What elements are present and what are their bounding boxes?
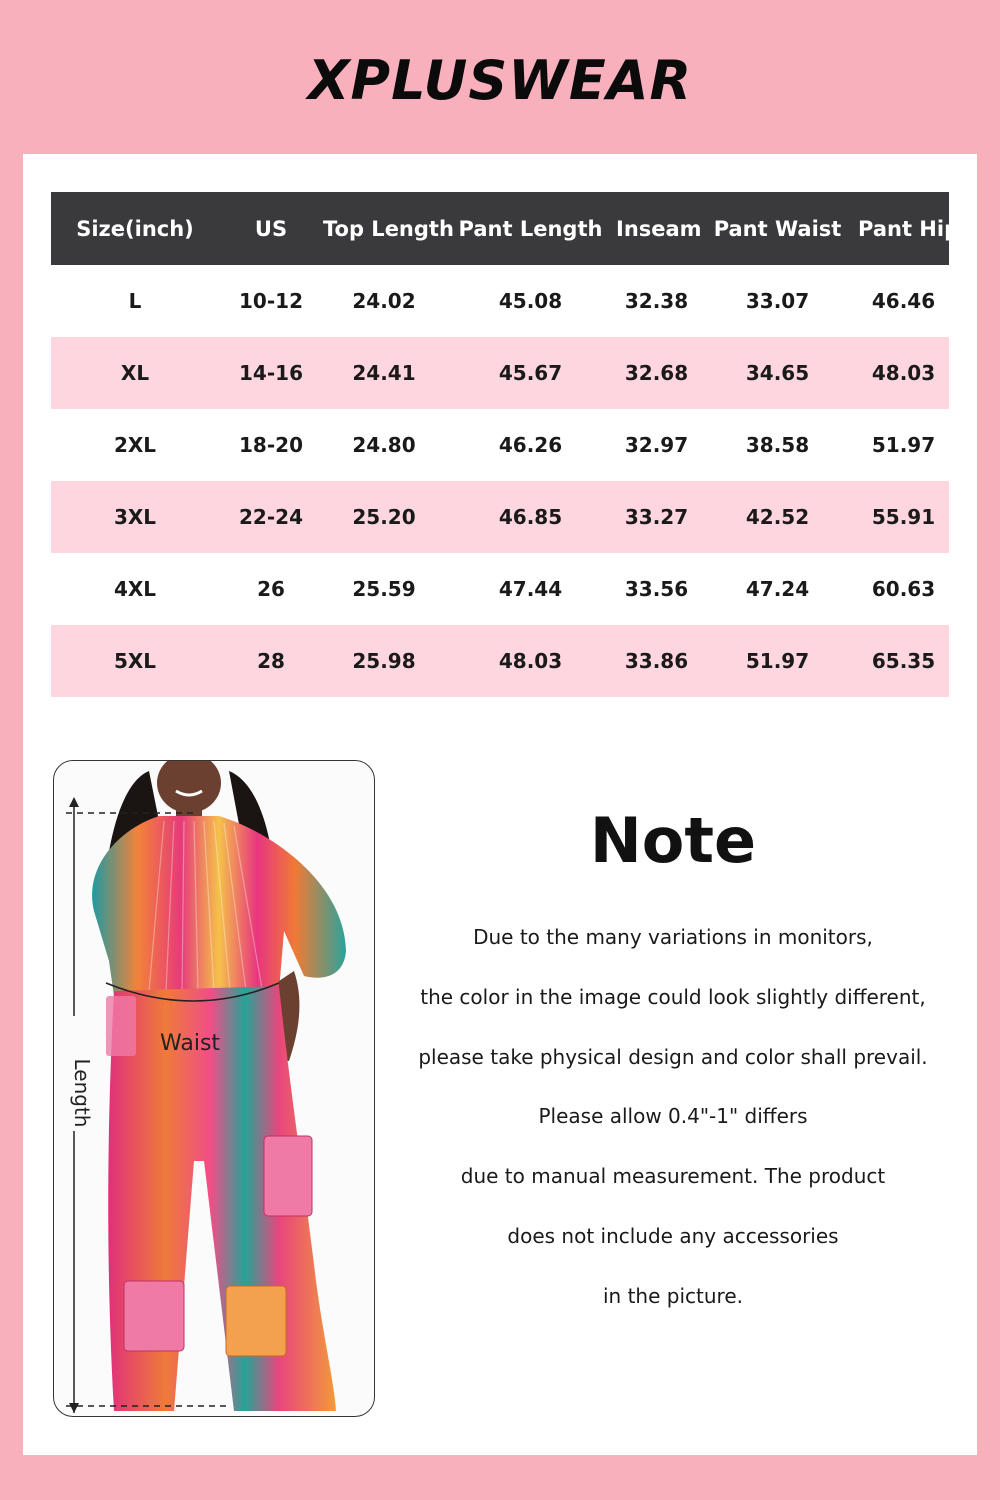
content-card — [23, 154, 977, 1455]
cell-us: 26 — [257, 577, 285, 601]
note-line: Please allow 0.4"-1" differs — [538, 1104, 808, 1129]
cell-pant-waist: 47.24 — [745, 577, 810, 601]
table-row — [51, 625, 949, 697]
cell-pant-length: 45.67 — [498, 361, 563, 385]
cell-pant-length: 45.08 — [498, 289, 563, 313]
table-row — [51, 409, 949, 481]
cell-size: 3XL — [113, 505, 157, 529]
cell-inseam: 32.38 — [624, 289, 689, 313]
header-top-length: Top Length — [323, 216, 454, 241]
cell-pant-length: 47.44 — [498, 577, 563, 601]
note-line: the color in the image could look slightly different, — [420, 984, 926, 1009]
cell-pant-waist: 34.65 — [745, 361, 810, 385]
outfit-illustration — [54, 761, 374, 1416]
header-pant-length: Pant Length — [458, 216, 603, 241]
table-row — [51, 265, 949, 337]
cell-pant-length: 46.85 — [498, 505, 563, 529]
cell-pant-length: 48.03 — [498, 649, 563, 673]
cell-top-length: 25.59 — [352, 577, 416, 601]
note-line: due to manual measurement. The product — [460, 1164, 886, 1189]
header-pant-waist: Pant Waist — [713, 216, 842, 241]
cell-inseam: 32.68 — [624, 361, 689, 385]
cell-pant-hip: 65.35 — [871, 649, 936, 673]
cell-pant-hip: 48.03 — [871, 361, 936, 385]
note-section — [393, 804, 953, 1327]
size-chart-table — [51, 192, 960, 697]
cell-inseam: 32.97 — [624, 433, 689, 457]
table-header-row — [51, 192, 960, 265]
note-title: Note — [589, 804, 757, 877]
cell-us: 22-24 — [239, 505, 303, 529]
cell-top-length: 24.80 — [352, 433, 416, 457]
cell-top-length: 24.41 — [352, 361, 416, 385]
note-line: please take physical design and color shall prevail. — [418, 1044, 928, 1069]
cell-pant-waist: 51.97 — [745, 649, 810, 673]
cell-top-length: 25.20 — [352, 505, 416, 529]
cell-us: 10-12 — [239, 289, 303, 313]
header-us: US — [254, 216, 288, 241]
length-label: Length — [70, 1058, 94, 1128]
brand-header — [0, 40, 1000, 120]
header-inseam: Inseam — [616, 216, 702, 241]
cell-us: 14-16 — [239, 361, 303, 385]
cell-pant-hip: 51.97 — [871, 433, 936, 457]
table-row — [51, 553, 949, 625]
cell-pant-hip: 55.91 — [871, 505, 936, 529]
cell-top-length: 25.98 — [352, 649, 416, 673]
cell-size: L — [128, 289, 142, 313]
cell-size: 4XL — [113, 577, 157, 601]
table-row — [51, 481, 949, 553]
cell-inseam: 33.27 — [624, 505, 689, 529]
cell-size: XL — [120, 361, 150, 385]
cell-us: 18-20 — [239, 433, 303, 457]
cell-inseam: 33.86 — [624, 649, 689, 673]
cell-inseam: 33.56 — [624, 577, 689, 601]
header-pant-hip: Pant Hip — [858, 216, 960, 241]
cell-pant-length: 46.26 — [498, 433, 563, 457]
note-line: does not include any accessories — [507, 1223, 839, 1248]
cell-us: 28 — [257, 649, 285, 673]
waist-label: Waist — [160, 1031, 221, 1056]
cell-pant-waist: 42.52 — [745, 505, 810, 529]
note-line: in the picture. — [603, 1283, 743, 1308]
cell-pant-waist: 38.58 — [745, 433, 810, 457]
table-row — [51, 337, 949, 409]
cell-top-length: 24.02 — [352, 289, 416, 313]
brand-logo: XPLUSWEAR — [307, 48, 693, 112]
cell-pant-waist: 33.07 — [745, 289, 810, 313]
cell-pant-hip: 46.46 — [871, 289, 936, 313]
cell-pant-hip: 60.63 — [871, 577, 936, 601]
header-size: Size(inch) — [76, 216, 194, 241]
product-photo — [53, 760, 375, 1417]
note-line: Due to the many variations in monitors, — [473, 925, 873, 949]
cell-size: 2XL — [113, 433, 157, 457]
cell-size: 5XL — [113, 649, 157, 673]
